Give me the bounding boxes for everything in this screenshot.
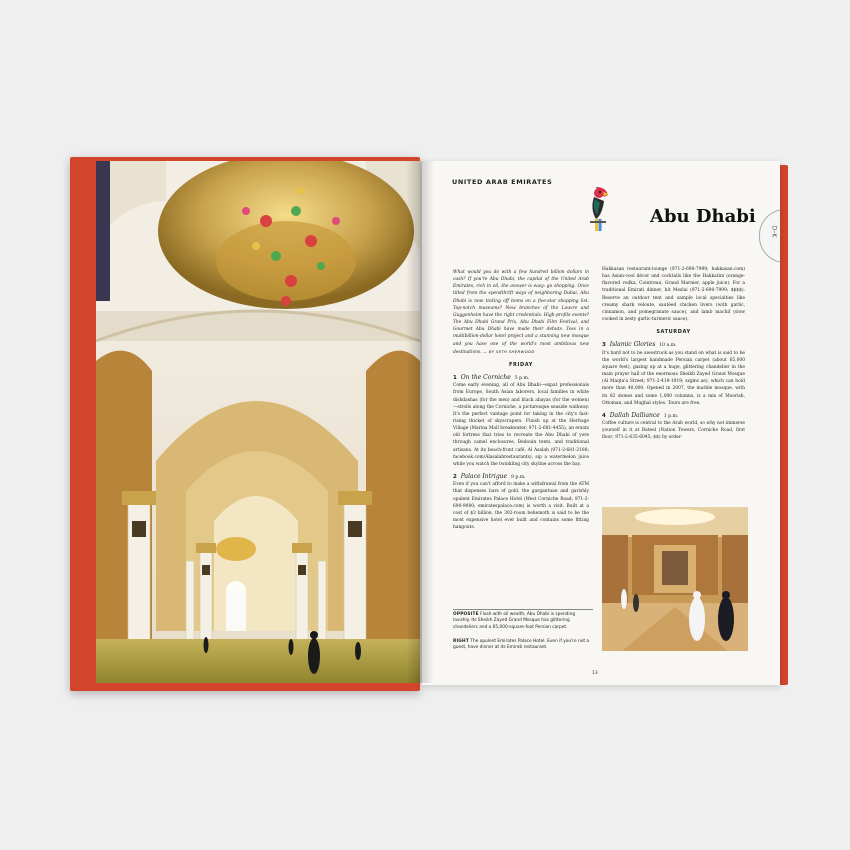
right-page <box>422 161 780 685</box>
mosque-photo <box>96 161 420 683</box>
city-title: Abu Dhabi <box>650 206 756 227</box>
open-book <box>70 153 790 691</box>
page-number: 13 <box>592 671 598 676</box>
caption-opposite: OPPOSITE Flush with oil wealth, Abu Dhabi is spending lavishly. Its Sheikh Zayed Grand Mosque has glittering chandeliers and a 65,000-square-foot Persian carpet. <box>453 609 593 631</box>
page-gutter <box>406 161 434 683</box>
article-column-2 <box>602 266 745 441</box>
item-2-body: Even if you can't afford to make a withdrawal from the ATM that dispenses bars of gold, the gargantuan and garishly opulent Emirates Palace Hotel (West Corniche Road; 971-2-690-9000; emiratespalace.com) is worth a visit. Built at a cost of $3 billion, the 302-room behemoth is said to be the most expensive hotel ever built and contains some fitting hangouts. <box>453 482 589 531</box>
left-page-photo <box>96 161 420 683</box>
section-label: UNITED ARAB EMIRATES <box>452 178 553 186</box>
day-heading-friday: FRIDAY <box>509 361 533 368</box>
hotel-photo <box>602 507 748 651</box>
column-2-lead: Hakkasan restaurant-lounge (971-2-690-7999; hakkasan.com) has Asian-cool décor and cocktails like the Hakkatini (orange-flavored vodka, Cointreau, Grand Marnier, apple juice). For a traditional Emirati dinner, hit Mezlai (971-2-690-7999; $$$$). Reserve an outdoor tent and sample local specialties like creamy shark veloute, sautéed chicken livers (with garlic, cinnamon, and pomegranate sauce), and lamb machif (slow cooked in zesty garlic-turmeric sauce). <box>602 267 745 323</box>
item-3-heading: 3 Islamic Glories 10 a.m. <box>602 341 677 349</box>
intro-paragraph: What would you do with a few hundred billion dollars in cash? If you're Abu Dhabi, the capital of the United Arab Emirates, rich in oil, the answer is easy: go shopping. Once tilted from the spendthrift ways of neighboring Dubai, Abu Dhabi is now ticking off items on a five-star shopping list. Top-notch museums? New branches of the Louvre and Guggenheim have the right credentials. High-profile events? The Abu Dhabi Grand Prix, Abu Dhabi Film Festival, and Gourmet Abu Dhabi have made their debuts. Toss in a multibillion-dollar hotel project and a stunning new mosque and you have one of the world's most ambitious new destinations. — BY SETH SHERWOOD <box>453 270 589 355</box>
item-1-heading: 1 On the Corniche 5 p.m. <box>453 374 530 382</box>
parrot-icon <box>586 185 612 235</box>
item-2-heading: 2 Palace Intrigue 9 p.m. <box>453 473 526 481</box>
item-1-body: Come early evening, all of Abu Dhabi—expat professionals from Europe, South Asian laborers, local families in white dishdashas (for the men) and black abayas (for the women)—strolls along the Corniche, a picturesque seaside walkway. It's the perfect vantage point for taking in the city's fast-rising thicket of skyscrapers. Finish up at the Heritage Village (Marina Mall breakwater; 971-2-681-4455), an ersatz old fortress that tries to recreate the Abu Dhabi of yore through camel enclosures, Bedouin tents, and traditional artisans. At its beach-front café, Al Asalah (971-2-681-2188; facebook.com/Alasalahrestaurants), sip a watermelon juice while you watch the twinkling city skyline across the bay. <box>453 383 589 467</box>
item-4-heading: 4 Dallah Dalliance 1 p.m. <box>602 411 679 419</box>
article-column-1 <box>453 269 589 531</box>
byline: — BY SETH SHERWOOD <box>482 348 535 354</box>
caption-right: RIGHT The opulent Emirates Palace Hotel. Even if you're not a guest, have dinner at its Emirati restaurant. <box>453 639 590 651</box>
item-4-body: Coffee culture is central to the Arab world, so why not immerse yourself in it at Bateel (Nation Towers, Corniche Road, first floor; 971-2-635-6045; $$) by order- <box>602 420 745 441</box>
day-heading-saturday: SATURDAY <box>656 329 691 336</box>
item-3-body: It's hard not to be awestruck as you stand on what is said to be the world's largest handmade Persian carpet (about 65,000 square feet), gazing up at a huge, glittering chandelier in the main prayer hall of the enormous Sheikh Zayed Grand Mosque (Al Maqta'a Street; 971-2-419-1919; szgmc.ae), which can hold more than 40,000. Opened in 2007, the marble mosque, with its 82 domes and some 1,000 columns, is a mix of Moorish, Ottoman, and Mughal styles. Tours are free. <box>602 350 745 406</box>
tab-label: D–K <box>770 225 778 238</box>
thumb-index-tab <box>759 209 780 263</box>
